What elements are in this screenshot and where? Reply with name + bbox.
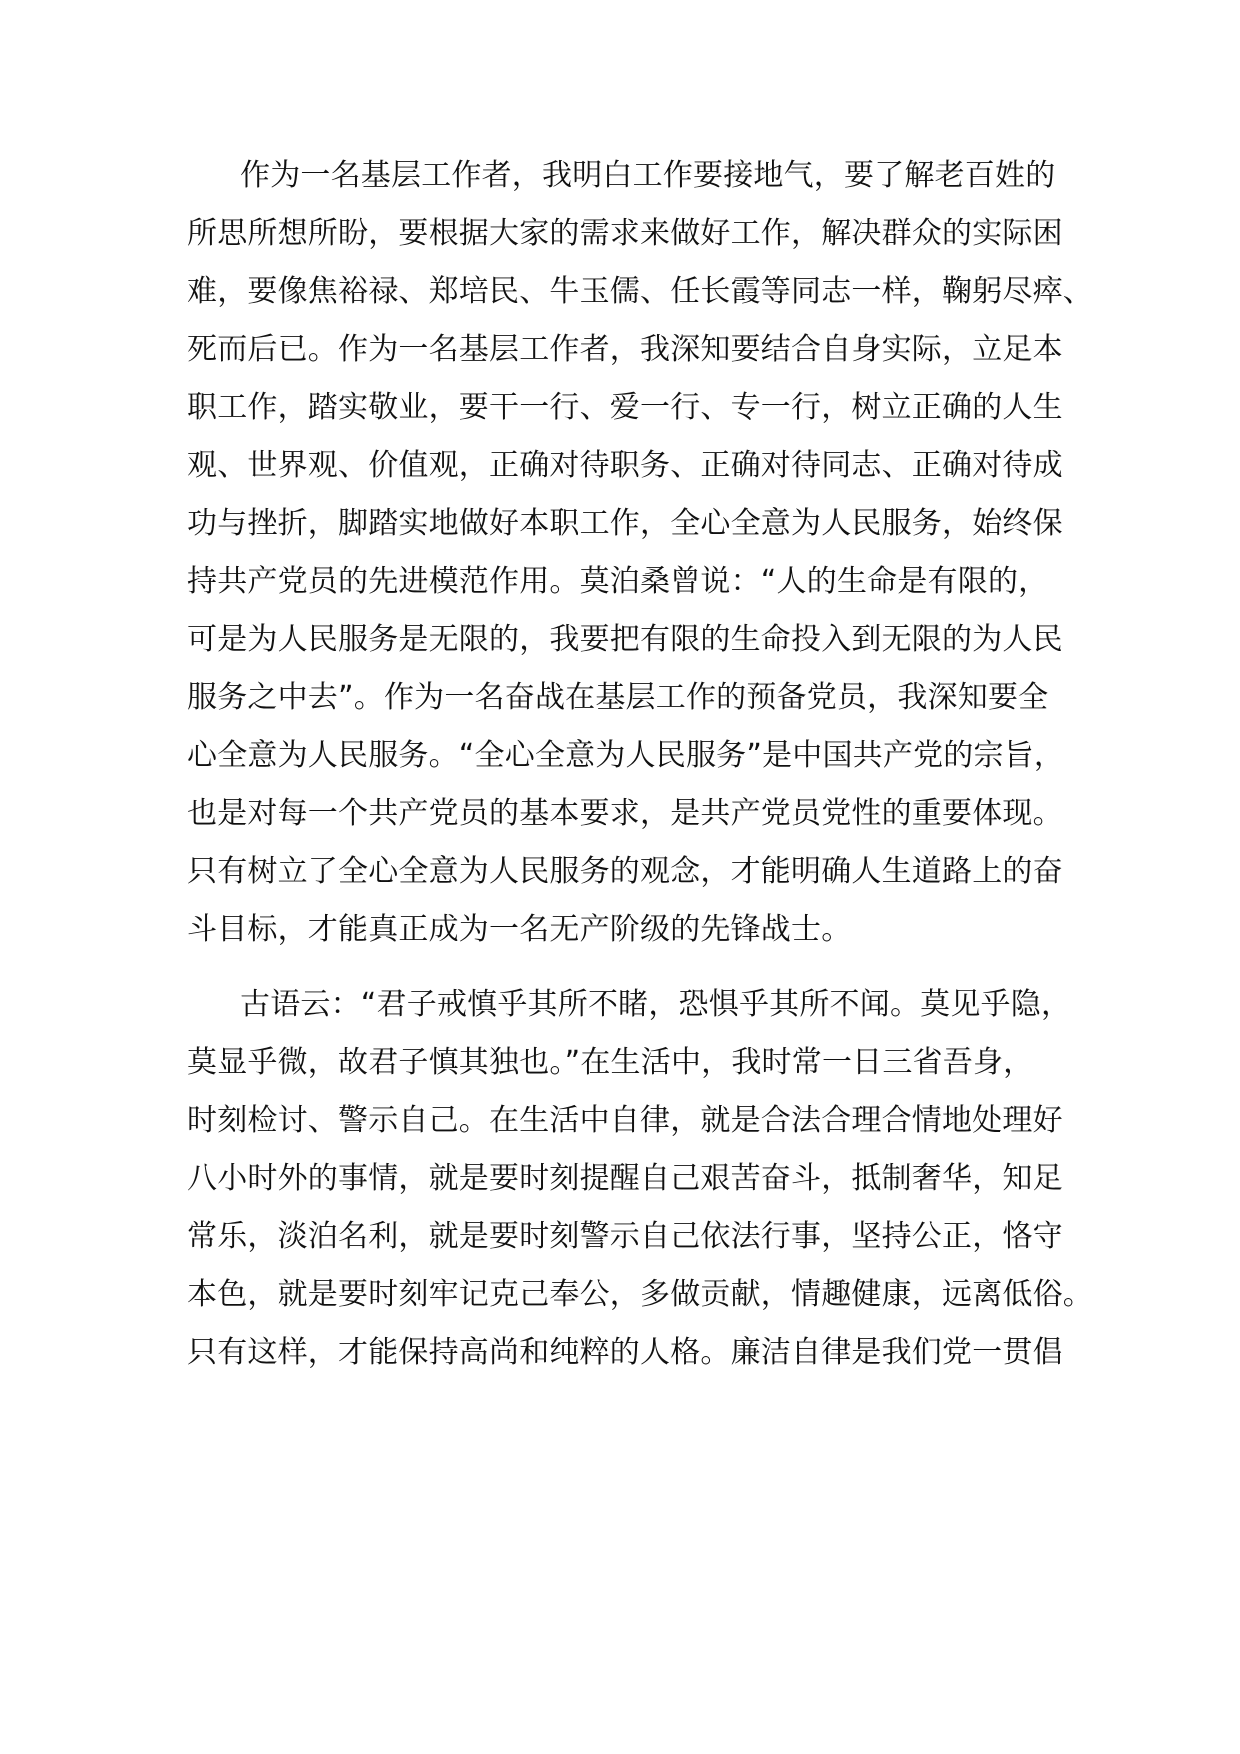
text-line: 难，要像焦裕禄、郑培民、牛玉儒、任长霞等同志一样，鞠躬尽瘁、	[187, 274, 1093, 309]
text-line: 心全意为人民服务。“全心全意为人民服务”是中国共产党的宗旨，	[187, 738, 1065, 773]
text-line: 也是对每一个共产党员的基本要求，是共产党员党性的重要体现。	[187, 796, 1063, 831]
text-line: 死而后已。作为一名基层工作者，我深知要结合自身实际，立足本	[187, 332, 1063, 367]
text-line: 常乐，淡泊名利，就是要时刻警示自己依法行事，坚持公正，恪守	[187, 1219, 1063, 1254]
text-line: 持共产党员的先进模范作用。莫泊桑曾说：“人的生命是有限的，	[187, 564, 1049, 599]
text-line: 只有这样，才能保持高尚和纯粹的人格。廉洁自律是我们党一贯倡	[187, 1335, 1063, 1370]
text-line: 功与挫折，脚踏实地做好本职工作，全心全意为人民服务，始终保	[187, 506, 1063, 541]
text-line: 斗目标，才能真正成为一名无产阶级的先锋战士。	[187, 912, 852, 947]
text-line: 古语云：“君子戒慎乎其所不睹，恐惧乎其所不闻。莫见乎隐，	[240, 987, 1072, 1022]
text-line: 观、世界观、价值观，正确对待职务、正确对待同志、正确对待成	[187, 448, 1063, 483]
text-line: 八小时外的事情，就是要时刻提醒自己艰苦奋斗，抵制奢华，知足	[187, 1161, 1063, 1196]
text-line: 可是为人民服务是无限的，我要把有限的生命投入到无限的为人民	[187, 622, 1063, 657]
text-line: 莫显乎微，故君子慎其独也。”在生活中，我时常一日三省吾身，	[187, 1045, 1034, 1080]
text-line: 作为一名基层工作者，我明白工作要接地气，要了解老百姓的	[240, 158, 1056, 193]
text-line: 只有树立了全心全意为人民服务的观念，才能明确人生道路上的奋	[187, 854, 1063, 889]
text-line: 时刻检讨、警示自己。在生活中自律，就是合法合理合情地处理好	[187, 1103, 1063, 1138]
text-line: 本色，就是要时刻牢记克己奉公，多做贡献，情趣健康，远离低俗。	[187, 1277, 1093, 1312]
text-line: 所思所想所盼，要根据大家的需求来做好工作，解决群众的实际困	[187, 216, 1063, 251]
text-line: 服务之中去”。作为一名奋战在基层工作的预备党员，我深知要全	[187, 680, 1049, 715]
text-line: 职工作，踏实敬业，要干一行、爱一行、专一行，树立正确的人生	[187, 390, 1063, 425]
